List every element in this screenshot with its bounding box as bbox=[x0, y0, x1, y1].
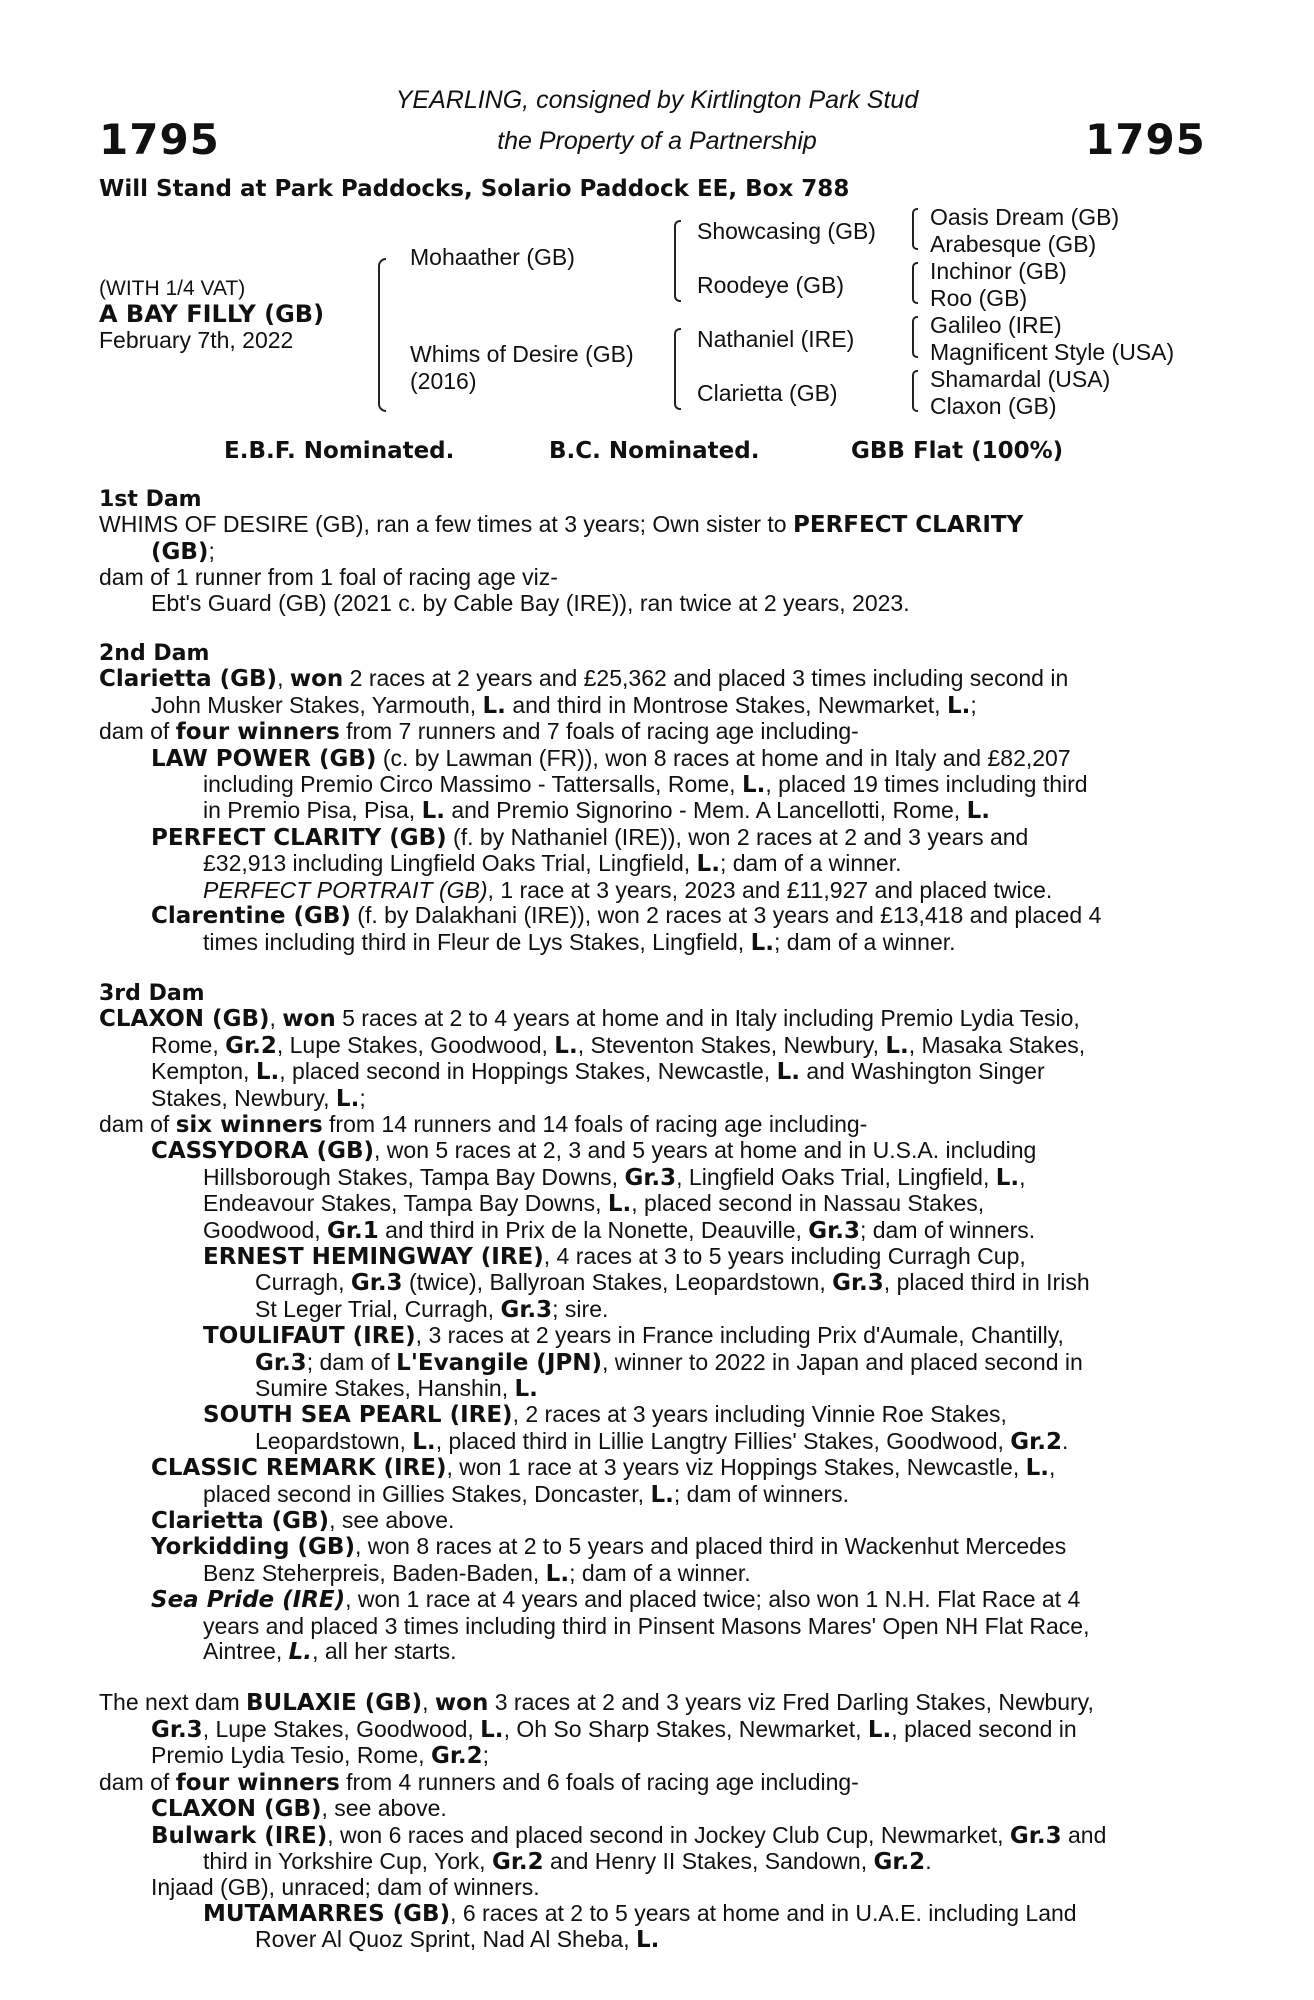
next-dam-bulwark-2: third in Yorkshire Cup, York, Gr.2 and Henry II Stakes, Sandown, Gr.2. bbox=[203, 1847, 932, 1875]
dam3-produce: dam of six winners from 14 runners and 14 foals of racing age including- bbox=[99, 1110, 868, 1138]
dam1-line2: (GB); bbox=[151, 537, 215, 565]
dam3-ernest-2: Curragh, Gr.3 (twice), Ballyroan Stakes, Leopardstown, Gr.3, placed third in Irish bbox=[255, 1269, 1090, 1297]
next-dam-bulaxie: The next dam BULAXIE (GB), won 3 races at 2 and 3 years viz Fred Darling Stakes, Newbury, bbox=[99, 1689, 1094, 1717]
dam3-cassydora: CASSYDORA (GB), won 5 races at 2, 3 and 5 years at home and in U.S.A. including bbox=[151, 1137, 1037, 1165]
dam-sire: Nathaniel (IRE) bbox=[697, 326, 855, 352]
dam-year: (2016) bbox=[410, 368, 477, 394]
dam2-clarietta-cont: John Musker Stakes, Yarmouth, L. and third in Montrose Stakes, Newmarket, L.; bbox=[151, 691, 977, 719]
sire-sire: Showcasing (GB) bbox=[697, 218, 876, 244]
lot-number-right: 1795 bbox=[1085, 115, 1206, 164]
dam3-classic-remark-2: placed second in Gillies Stakes, Doncaster, L.; dam of winners. bbox=[203, 1480, 850, 1508]
dam3-toulifaut: TOULIFAUT (IRE), 3 races at 2 years in France including Prix d'Aumale, Chantilly, bbox=[203, 1322, 1064, 1350]
dam-dam: Clarietta (GB) bbox=[697, 380, 838, 406]
ss-dam: Arabesque (GB) bbox=[930, 231, 1097, 257]
sd-sire: Inchinor (GB) bbox=[930, 258, 1067, 284]
brace-dd bbox=[912, 370, 918, 412]
dam2-produce: dam of four winners from 7 runners and 7 foals of racing age including- bbox=[99, 718, 859, 746]
sire-dam: Roodeye (GB) bbox=[697, 272, 845, 298]
dam3-toulifaut-3: Sumire Stakes, Hanshin, L. bbox=[255, 1375, 538, 1402]
horse-name: A BAY FILLY (GB) bbox=[99, 300, 325, 328]
sire: Mohaather (GB) bbox=[410, 244, 575, 270]
dam1-line1: WHIMS OF DESIRE (GB), ran a few times at 3 years; Own sister to PERFECT CLARITY bbox=[99, 511, 1024, 539]
dd-sire: Shamardal (USA) bbox=[930, 366, 1111, 392]
next-dam-mutamarres: MUTAMARRES (GB), 6 races at 2 to 5 years at home and in U.A.E. including Land bbox=[203, 1899, 1077, 1927]
location-line: Will Stand at Park Paddocks, Solario Paddock EE, Box 788 bbox=[99, 176, 850, 202]
consignor-line: YEARLING, consigned by Kirtlington Park Stud bbox=[395, 86, 919, 114]
dam3-cassydora-2: Hillsborough Stakes, Tampa Bay Downs, Gr.3, Lingfield Oaks Trial, Lingfield, L., bbox=[203, 1163, 1026, 1191]
dam1-line3: dam of 1 runner from 1 foal of racing age viz- bbox=[99, 564, 558, 591]
dam2-clarentine-2: times including third in Fleur de Lys Stakes, Lingfield, L.; dam of a winner. bbox=[203, 928, 956, 956]
dam3-claxon-2: Rome, Gr.2, Lupe Stakes, Goodwood, L., Steventon Stakes, Newbury, L., Masaka Stakes, bbox=[151, 1031, 1086, 1059]
dam3-toulifaut-2: Gr.3; dam of L'Evangile (JPN), winner to 2022 in Japan and placed second in bbox=[255, 1348, 1083, 1376]
heading-1st-dam: 1st Dam bbox=[99, 487, 202, 512]
brace-sd bbox=[912, 262, 918, 304]
next-dam-bulwark: Bulwark (IRE), won 6 races and placed second in Jockey Club Cup, Newmarket, Gr.3 and bbox=[151, 1821, 1107, 1849]
dam1-line4: Ebt's Guard (GB) (2021 c. by Cable Bay (IRE)), ran twice at 2 years, 2023. bbox=[151, 589, 910, 616]
dam3-yorkidding-2: Benz Steherpreis, Baden-Baden, L.; dam of a winner. bbox=[203, 1559, 751, 1587]
next-dam-claxon: CLAXON (GB), see above. bbox=[151, 1795, 447, 1823]
ebf-nomination: E.B.F. Nominated. bbox=[224, 438, 455, 464]
dam3-classic-remark: CLASSIC REMARK (IRE), won 1 race at 3 years viz Hoppings Stakes, Newcastle, L., bbox=[151, 1454, 1056, 1482]
next-dam-produce: dam of four winners from 4 runners and 6 foals of racing age including- bbox=[99, 1768, 859, 1796]
gbb-flat: GBB Flat (100%) bbox=[851, 438, 1064, 464]
dam2-perfect-clarity-2: £32,913 including Lingfield Oaks Trial, Lingfield, L.; dam of a winner. bbox=[203, 850, 902, 878]
heading-3rd-dam: 3rd Dam bbox=[99, 980, 205, 1006]
pedigree-brace-main bbox=[378, 258, 386, 412]
dam2-clarentine: Clarentine (GB) (f. by Dalakhani (IRE)), won 2 races at 3 years and £13,418 and placed 4 bbox=[151, 902, 1102, 930]
ds-dam: Magnificent Style (USA) bbox=[930, 339, 1175, 365]
dam3-south-sea-2: Leopardstown, L., placed third in Lillie Langtry Fillies' Stakes, Goodwood, Gr.2. bbox=[255, 1427, 1069, 1455]
dam3-sea-pride: Sea Pride (IRE), won 1 race at 4 years and placed twice; also won 1 N.H. Flat Race at 4 bbox=[151, 1586, 1081, 1614]
dam2-law-power-3: in Premio Pisa, Pisa, L. and Premio Signorino - Mem. A Lancellotti, Rome, L. bbox=[203, 797, 990, 825]
ss-sire: Oasis Dream (GB) bbox=[930, 204, 1120, 230]
dam: Whims of Desire (GB) bbox=[410, 341, 634, 367]
dam3-ernest-3: St Leger Trial, Curragh, Gr.3; sire. bbox=[255, 1295, 609, 1323]
dam2-perfect-clarity: PERFECT CLARITY (GB) (f. by Nathaniel (IRE)), won 2 races at 2 and 3 years and bbox=[151, 823, 1029, 851]
dam2-law-power: LAW POWER (GB) (c. by Lawman (FR)), won 8 races at home and in Italy and £82,207 bbox=[151, 744, 1071, 772]
dam3-sea-pride-2: years and placed 3 times including third in Pinsent Masons Mares' Open NH Flat Race, bbox=[203, 1612, 1090, 1639]
dam3-ernest: ERNEST HEMINGWAY (IRE), 4 races at 3 to 5 years including Curragh Cup, bbox=[203, 1242, 1026, 1270]
brace-ds bbox=[912, 316, 918, 358]
dam3-cassydora-4: Goodwood, Gr.1 and third in Prix de la Nonette, Deauville, Gr.3; dam of winners. bbox=[203, 1216, 1036, 1244]
pedigree-brace-dam bbox=[674, 328, 681, 410]
next-dam-bulaxie-2: Gr.3, Lupe Stakes, Goodwood, L., Oh So Sharp Stakes, Newmarket, L., placed second in bbox=[151, 1715, 1077, 1743]
foaling-date: February 7th, 2022 bbox=[99, 327, 294, 353]
dam3-south-sea: SOUTH SEA PEARL (IRE), 2 races at 3 years including Vinnie Roe Stakes, bbox=[203, 1401, 1007, 1429]
dam2-perfect-portrait: PERFECT PORTRAIT (GB), 1 race at 3 years, 2023 and £11,927 and placed twice. bbox=[203, 876, 1053, 903]
lot-number-left: 1795 bbox=[99, 115, 220, 164]
dam3-cassydora-3: Endeavour Stakes, Tampa Bay Downs, L., placed second in Nassau Stakes, bbox=[203, 1190, 985, 1218]
ds-sire: Galileo (IRE) bbox=[930, 312, 1062, 338]
dam2-law-power-2: including Premio Circo Massimo - Tattersalls, Rome, L., placed 19 times including third bbox=[203, 771, 1088, 799]
dam3-claxon: CLAXON (GB), won 5 races at 2 to 4 years at home and in Italy including Premio Lydia Tesio, bbox=[99, 1005, 1080, 1033]
heading-2nd-dam: 2nd Dam bbox=[99, 641, 210, 667]
next-dam-injaad: Injaad (GB), unraced; dam of winners. bbox=[151, 1874, 540, 1901]
bc-nomination: B.C. Nominated. bbox=[549, 438, 760, 464]
property-line: the Property of a Partnership bbox=[497, 127, 817, 155]
dam3-yorkidding: Yorkidding (GB), won 8 races at 2 to 5 years and placed third in Wackenhut Mercedes bbox=[151, 1533, 1067, 1561]
dam3-claxon-4: Stakes, Newbury, L.; bbox=[151, 1084, 366, 1112]
catalogue-body bbox=[99, 487, 1205, 1954]
brace-ss bbox=[912, 208, 918, 250]
next-dam-mutamarres-2: Rover Al Quoz Sprint, Nad Al Sheba, L. bbox=[255, 1926, 660, 1954]
next-dam-bulaxie-3: Premio Lydia Tesio, Rome, Gr.2; bbox=[151, 1742, 490, 1770]
dam3-sea-pride-3: Aintree, L., all her starts. bbox=[203, 1638, 457, 1666]
sd-dam: Roo (GB) bbox=[930, 285, 1028, 311]
dam3-clarietta: Clarietta (GB), see above. bbox=[151, 1507, 455, 1535]
pedigree-brace-sire bbox=[674, 220, 681, 302]
dd-dam: Claxon (GB) bbox=[930, 393, 1057, 419]
dam3-claxon-3: Kempton, L., placed second in Hoppings Stakes, Newcastle, L. and Washington Singer bbox=[151, 1058, 1045, 1086]
vat-note: (WITH 1/4 VAT) bbox=[99, 277, 246, 300]
dam2-clarietta: Clarietta (GB), won 2 races at 2 years and £25,362 and placed 3 times including second in bbox=[99, 665, 1069, 693]
